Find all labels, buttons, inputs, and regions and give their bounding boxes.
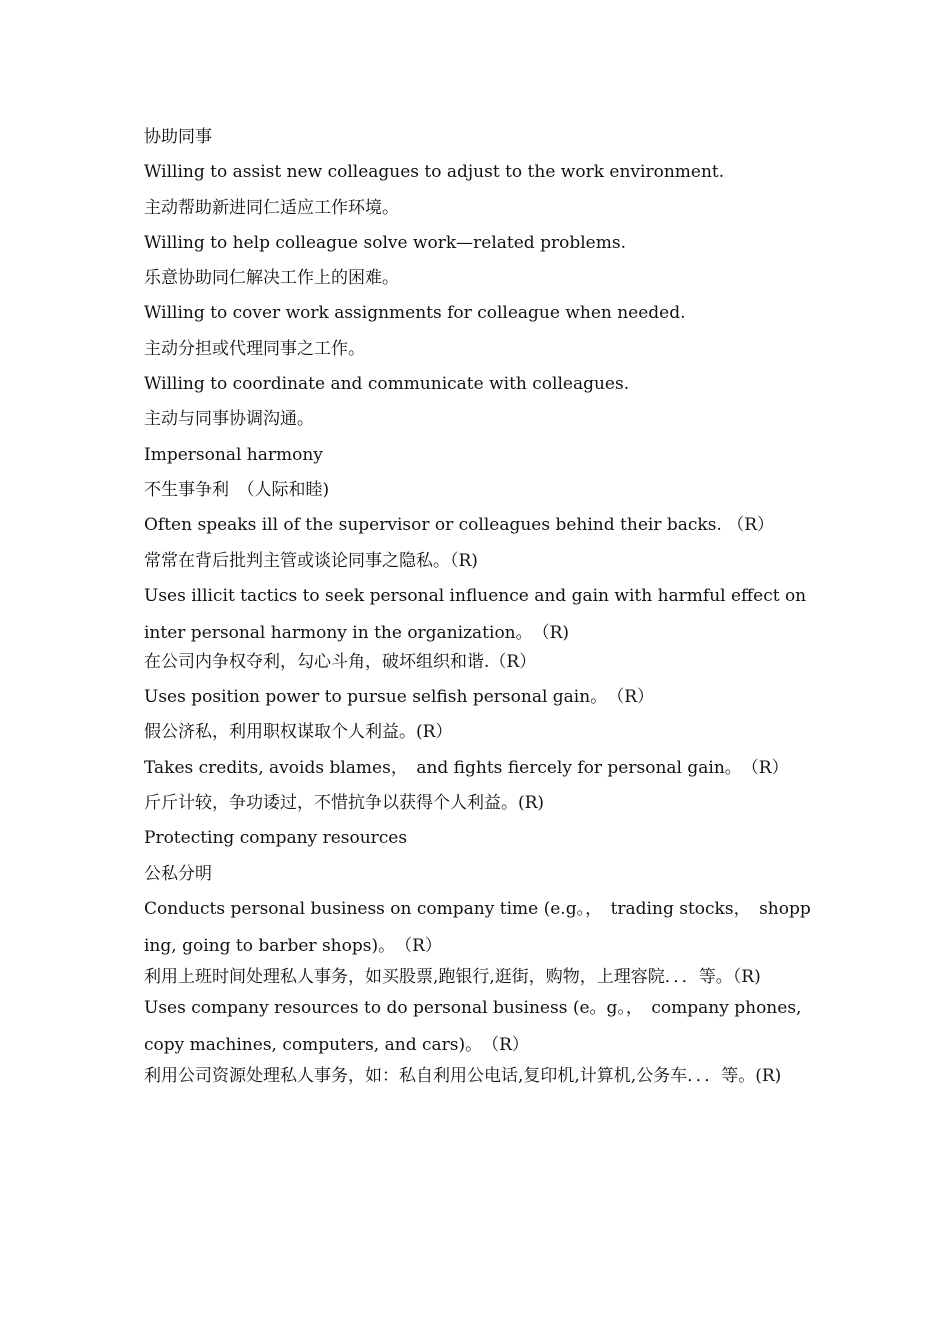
- text-line: 利用公司资源处理私人事务，如：私自利用公电话,复印机,计算机,公务车．．．等。(R): [144, 1065, 782, 1086]
- section-heading-protecting-resources-cn: 公私分明: [144, 863, 212, 884]
- text-line: 主动与同事协调沟通。: [144, 409, 314, 430]
- text-line: 常常在背后批判主管或谈论同事之隐私。（R): [144, 550, 478, 571]
- text-line: Takes credits, avoids blames， and fights fiercely for personal gain。 （R）: [144, 757, 789, 778]
- text-line: 在公司内争权夺利，勾心斗角，破坏组织和谐.（R）: [144, 651, 537, 672]
- text-line: Willing to cover work assignments for colleague when needed.: [144, 303, 686, 324]
- text-line: Uses position power to pursue selfish personal gain。 （R）: [144, 687, 654, 708]
- text-line: Often speaks ill of the supervisor or colleagues behind their backs. （R）: [144, 515, 775, 536]
- text-line: 乐意协助同仁解决工作上的困难。: [144, 268, 399, 289]
- text-line: Willing to help colleague solve work—related problems.: [144, 232, 626, 253]
- text-line: 主动帮助新进同仁适应工作环境。: [144, 197, 399, 218]
- text-line: Willing to assist new colleagues to adjust to the work environment.: [144, 162, 725, 183]
- section-heading-assist-colleagues: 协助同事: [144, 127, 212, 147]
- text-line: Uses illicit tactics to seek personal influence and gain with harmful effect on inter personal harmony in the organization。 （R): [144, 585, 807, 643]
- section-heading-protecting-resources: Protecting company resources: [144, 828, 408, 849]
- text-line: Conducts personal business on company time (e.g。， trading stocks， shopping, going to barber shops)。 （R）: [144, 898, 811, 956]
- document-body: [144, 125, 814, 1093]
- text-line: 主动分担或代理同事之工作。: [144, 338, 365, 359]
- section-heading-impersonal-harmony: Impersonal harmony: [144, 444, 323, 465]
- text-line: 利用上班时间处理私人事务，如买股票,跑银行,逛街，购物，上理容院．．．等。（R): [144, 966, 761, 987]
- section-heading-impersonal-harmony-cn: 不生事争利 （人际和睦): [144, 479, 330, 500]
- text-line: Willing to coordinate and communicate with colleagues.: [144, 374, 630, 395]
- text-line: Uses company resources to do personal business (e。g。， company phones, copy machines, computers, and cars)。 （R）: [144, 997, 802, 1055]
- text-line: 斤斤计较，争功诿过，不惜抗争以获得个人利益。(R): [144, 793, 545, 814]
- text-line: 假公济私，利用职权谋取个人利益。(R）: [144, 722, 453, 743]
